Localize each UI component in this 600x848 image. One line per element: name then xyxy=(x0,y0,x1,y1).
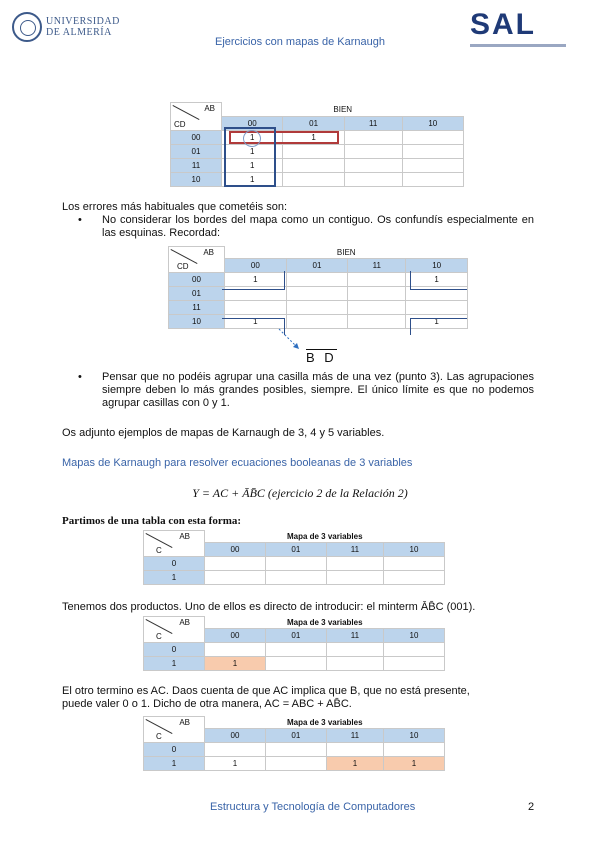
map1-cell xyxy=(344,172,402,186)
map1-corner-cd: CD xyxy=(174,119,186,129)
map4-col-header: 01 xyxy=(265,628,326,642)
bd-label: B D xyxy=(306,350,337,365)
map3-corner xyxy=(144,531,205,557)
map2-cell xyxy=(348,272,406,286)
karnaugh-map-3 xyxy=(143,530,445,585)
map2-row-label: 01 xyxy=(169,286,225,300)
map5-cell xyxy=(205,742,266,756)
map1-row-label: 10 xyxy=(171,172,222,186)
map3-row-label: 1 xyxy=(144,570,205,584)
map2-row-label: 10 xyxy=(169,314,225,328)
map1-corner-ab: AB xyxy=(204,104,215,113)
map1-row xyxy=(171,158,464,172)
karnaugh-map-1 xyxy=(170,102,464,187)
map2-group-bracket-bottom-right xyxy=(410,318,467,335)
map3-row xyxy=(144,570,445,584)
map5-col-header: 11 xyxy=(326,728,383,742)
map2-group-bracket-top-right xyxy=(410,271,467,290)
map5-cell xyxy=(265,742,326,756)
tenemos-text: Tenemos dos productos. Uno de ellos es directo de introducir: el minterm ĀB̄C (001). xyxy=(62,601,476,613)
map2-arrow-icon xyxy=(275,325,305,355)
map4-row xyxy=(144,656,445,670)
map1-col-header: 11 xyxy=(344,116,402,130)
karnaugh-map-5 xyxy=(143,716,445,771)
map2-cell: 1 xyxy=(225,272,287,286)
map2-cell xyxy=(348,300,406,314)
map3-cell xyxy=(326,570,383,584)
map1-row xyxy=(171,144,464,158)
map5-title: Mapa de 3 variables xyxy=(286,717,363,727)
map2-row xyxy=(169,300,468,314)
map3-cell xyxy=(205,556,266,570)
map1-cell xyxy=(344,144,402,158)
map3-col-header: 10 xyxy=(384,542,445,556)
map1-circle-marker xyxy=(243,130,261,147)
otro-line-1: El otro termino es AC. Daos cuenta de que AC implica que B, que no está presente, xyxy=(62,685,470,697)
map1-col-header: 10 xyxy=(402,116,463,130)
map2-cell xyxy=(286,300,348,314)
map3-cell xyxy=(326,556,383,570)
map5-row xyxy=(144,742,445,756)
map2-cell: 1 xyxy=(225,314,287,328)
map4-cell xyxy=(326,656,383,670)
partimos-text: Partimos de una tabla con esta forma: xyxy=(62,515,242,527)
map5-corner xyxy=(144,717,205,743)
map3-cell xyxy=(205,570,266,584)
map4-row-label: 0 xyxy=(144,642,205,656)
map4-cell xyxy=(265,642,326,656)
map4-row-label: 1 xyxy=(144,656,205,670)
map1-cell xyxy=(402,130,463,144)
section-title: Mapas de Karnaugh para resolver ecuaciones booleanas de 3 variables xyxy=(62,457,413,469)
map3-title: Mapa de 3 variables xyxy=(286,531,363,541)
map2-cell xyxy=(406,300,468,314)
otro-line-2: puede valer 0 o 1. Dicho de otra manera, AC = ABC + AB̄C. xyxy=(62,698,352,710)
map2-corner-ab: AB xyxy=(203,248,214,257)
map4-corner xyxy=(144,617,205,643)
map5-col-header: 00 xyxy=(205,728,266,742)
map2-cell xyxy=(286,272,348,286)
map3-row xyxy=(144,556,445,570)
map4-cell xyxy=(205,642,266,656)
document-title: Ejercicios con mapas de Karnaugh xyxy=(215,36,385,48)
map2-cell xyxy=(286,286,348,300)
map1-cell xyxy=(344,158,402,172)
map5-cell: 1 xyxy=(205,756,266,770)
map4-title: Mapa de 3 variables xyxy=(286,617,363,627)
map1-col-header: 01 xyxy=(283,116,344,130)
map2-corner xyxy=(169,247,225,273)
map3-cell xyxy=(384,570,445,584)
map1-cell xyxy=(344,130,402,144)
bullet-2-text: Pensar que no podéis agrupar una casilla más de una vez (punto 3). Las agrupaciones siempre deben lo más grandes posibles, siempre. El único límite es que no podemos agrupar casillas con 0 y 1. xyxy=(102,371,534,409)
bullet-1-text: No considerar los bordes del mapa como un contiguo. Os confundís especialmente en las esquinas. Recordad: xyxy=(102,214,534,239)
map4-cell xyxy=(384,642,445,656)
university-name: UNIVERSIDAD DE ALMERÍA xyxy=(46,16,120,38)
map2-col-header: 00 xyxy=(225,258,287,272)
map1-row-label: 00 xyxy=(171,130,222,144)
map1-cell xyxy=(402,172,463,186)
map4-cell: 1 xyxy=(205,656,266,670)
map2-cell: 1 xyxy=(406,272,468,286)
footer-text: Estructura y Tecnología de Computadores xyxy=(210,801,416,813)
map5-col-header: 10 xyxy=(384,728,445,742)
karnaugh-map-4 xyxy=(143,616,445,671)
map3-cell xyxy=(265,570,326,584)
map4-col-header: 11 xyxy=(326,628,383,642)
map2-corner-cd: CD xyxy=(177,261,189,271)
map5-row-label: 1 xyxy=(144,756,205,770)
examples-text: Os adjunto ejemplos de mapas de Karnaugh de 3, 4 y 5 variables. xyxy=(62,427,385,439)
map3-corner-c: C xyxy=(156,545,162,555)
map1-title: BIEN xyxy=(333,104,353,114)
map1-cell xyxy=(283,172,344,186)
map4-corner-ab: AB xyxy=(179,618,190,627)
map5-cell xyxy=(326,742,383,756)
map1-cell: 1 xyxy=(283,130,344,144)
map1-cell xyxy=(283,144,344,158)
map5-row xyxy=(144,756,445,770)
map3-col-header: 00 xyxy=(205,542,266,556)
page-number: 2 xyxy=(528,801,535,813)
map1-cell xyxy=(402,158,463,172)
map2-col-header: 11 xyxy=(348,258,406,272)
corner-diagonal xyxy=(173,105,200,120)
map1-col-header: 00 xyxy=(222,116,283,130)
map2-title: BIEN xyxy=(336,247,356,257)
map2-row-label: 11 xyxy=(169,300,225,314)
map4-row xyxy=(144,642,445,656)
map5-col-header: 01 xyxy=(265,728,326,742)
map1-row-label: 01 xyxy=(171,144,222,158)
map4-cell xyxy=(384,656,445,670)
map1-cell: 1 xyxy=(222,172,283,186)
map3-col-header: 01 xyxy=(265,542,326,556)
map5-corner-ab: AB xyxy=(179,718,190,727)
map1-cell: 1 xyxy=(222,158,283,172)
map4-col-header: 00 xyxy=(205,628,266,642)
map1-cell xyxy=(283,158,344,172)
bullet-dot-2: • xyxy=(78,371,82,383)
map3-cell xyxy=(265,556,326,570)
map1-cell: 1 xyxy=(222,130,283,144)
bullet-dot-1: • xyxy=(78,214,82,226)
sal-logo-text: SAL xyxy=(470,8,536,41)
map3-col-header: 11 xyxy=(326,542,383,556)
map2-cell: 1 xyxy=(406,314,468,328)
map1-row-label: 11 xyxy=(171,158,222,172)
map5-cell xyxy=(384,742,445,756)
map3-row-label: 0 xyxy=(144,556,205,570)
map5-cell xyxy=(265,756,326,770)
map2-col-header: 10 xyxy=(406,258,468,272)
map2-cell xyxy=(348,314,406,328)
map5-cell: 1 xyxy=(384,756,445,770)
equation: Y = AC + ĀB̄C (ejercicio 2 de la Relación 2) xyxy=(192,486,408,500)
map4-col-header: 10 xyxy=(384,628,445,642)
map5-cell: 1 xyxy=(326,756,383,770)
map5-row-label: 0 xyxy=(144,742,205,756)
map4-corner-c: C xyxy=(156,631,162,641)
map2-cell xyxy=(348,286,406,300)
map3-corner-ab: AB xyxy=(179,532,190,541)
map1-row xyxy=(171,172,464,186)
map5-corner-c: C xyxy=(156,731,162,741)
map2-row-label: 00 xyxy=(169,272,225,286)
map1-cell xyxy=(402,144,463,158)
map1-cell: 1 xyxy=(222,144,283,158)
map2-cell xyxy=(225,300,287,314)
map4-cell xyxy=(326,642,383,656)
map3-cell xyxy=(384,556,445,570)
errors-intro: Los errores más habituales que cometéis son: xyxy=(62,201,288,213)
map2-group-bracket-top-left xyxy=(222,271,285,290)
map4-cell xyxy=(265,656,326,670)
map1-corner xyxy=(171,103,222,131)
map2-col-header: 01 xyxy=(286,258,348,272)
